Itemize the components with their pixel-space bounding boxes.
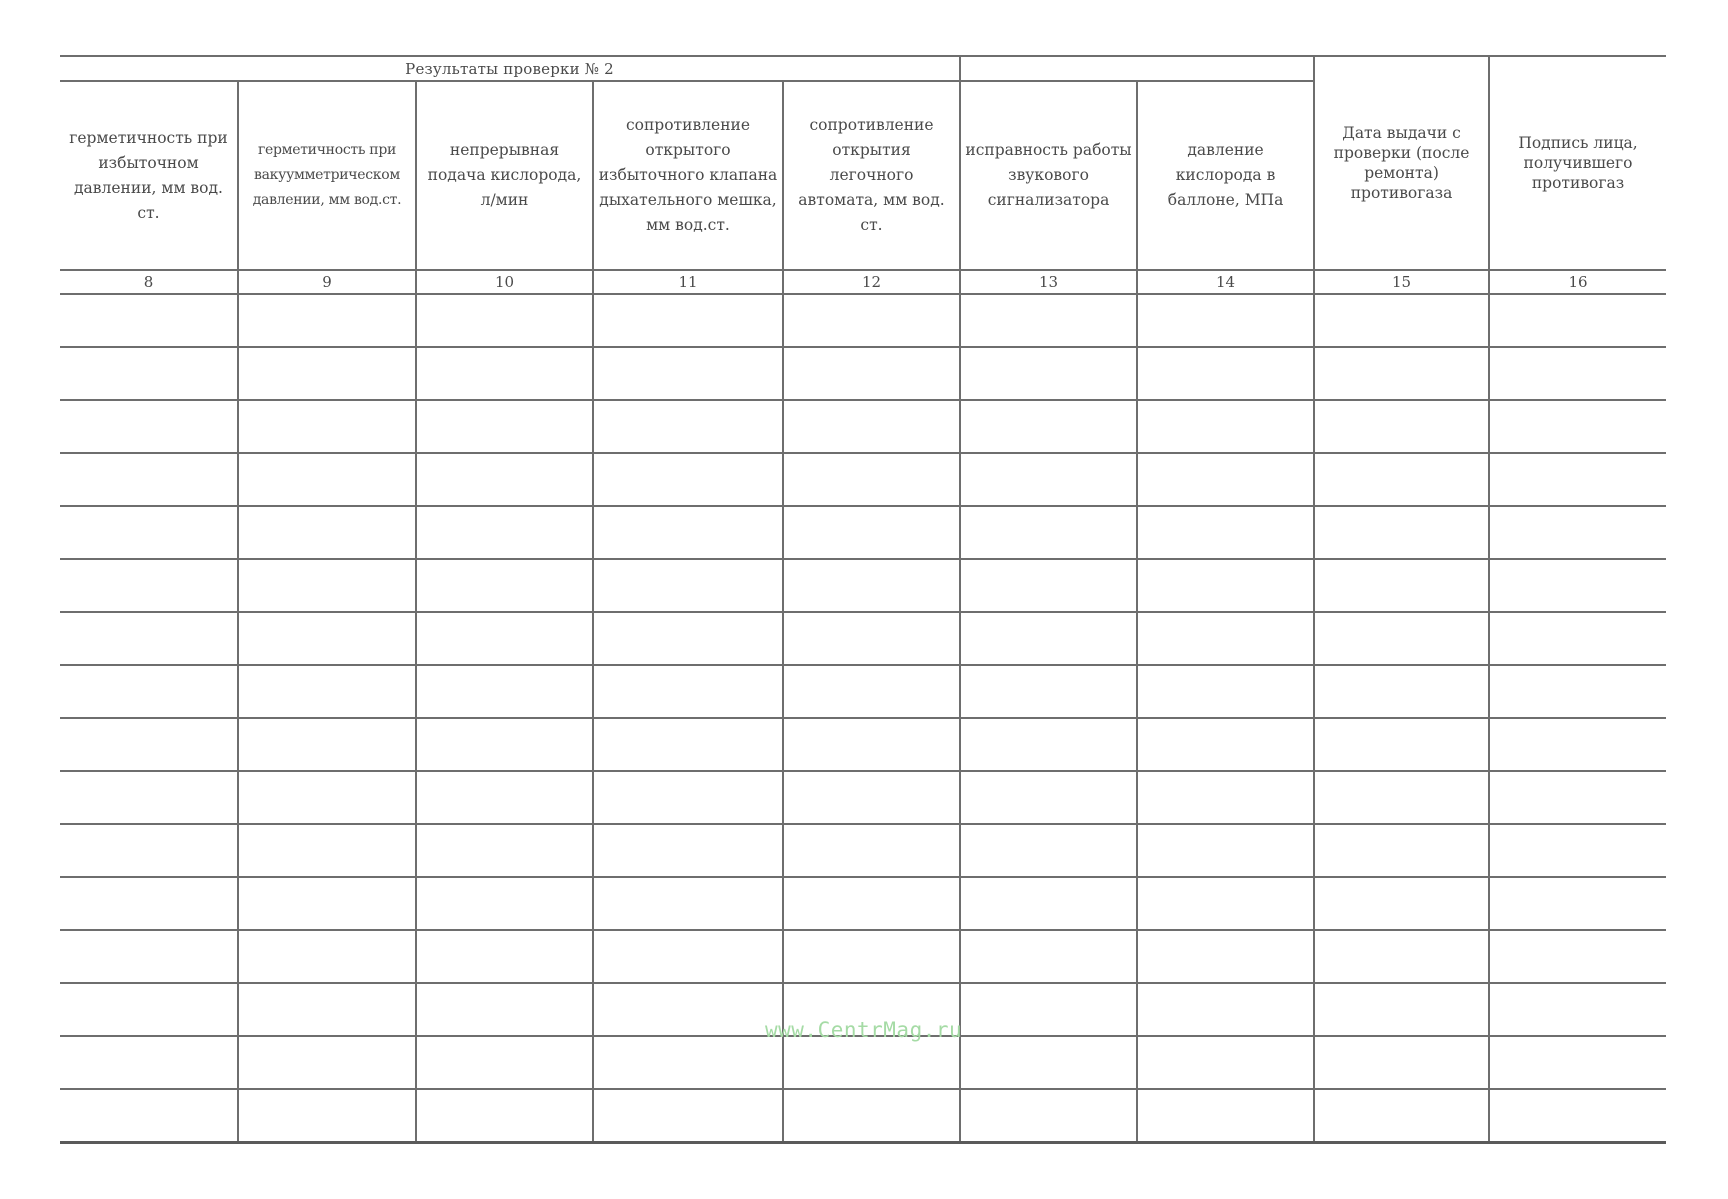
table-cell xyxy=(60,824,238,877)
table-cell xyxy=(593,1089,783,1143)
column-number: 12 xyxy=(783,270,960,294)
table-cell xyxy=(416,1089,593,1143)
group-header-cell xyxy=(60,56,960,81)
table-row xyxy=(60,1036,1666,1089)
table-row xyxy=(60,506,1666,559)
column-number-row xyxy=(60,270,1666,294)
table-cell xyxy=(1314,930,1489,983)
column-title-10: непрерывная подача кислорода, л/мин xyxy=(427,141,582,209)
table-cell xyxy=(416,1036,593,1089)
table-cell xyxy=(238,400,416,453)
table-cell xyxy=(238,665,416,718)
table-cell xyxy=(1137,1089,1314,1143)
table-cell xyxy=(960,771,1137,824)
table-cell xyxy=(960,824,1137,877)
table-cell xyxy=(1489,983,1666,1036)
table-cell xyxy=(416,718,593,771)
table-cell xyxy=(960,983,1137,1036)
table-cell xyxy=(1314,400,1489,453)
table-cell xyxy=(593,559,783,612)
table-cell xyxy=(960,877,1137,930)
table-cell xyxy=(1137,665,1314,718)
table-cell xyxy=(60,400,238,453)
table-cell xyxy=(238,718,416,771)
column-header-15 xyxy=(1314,56,1489,270)
table-cell xyxy=(1489,612,1666,665)
table-cell xyxy=(1137,877,1314,930)
table-cell xyxy=(60,983,238,1036)
table-cell xyxy=(1489,771,1666,824)
watermark-text: www.CentrMag.ru xyxy=(765,1018,963,1042)
column-number: 15 xyxy=(1314,270,1489,294)
table-cell xyxy=(593,347,783,400)
table-cell xyxy=(238,1036,416,1089)
table-cell xyxy=(1314,665,1489,718)
table-cell xyxy=(1314,1089,1489,1143)
table-cell xyxy=(60,559,238,612)
column-title-15: Дата выдачи с проверки (после ремонта) противогаза xyxy=(1333,124,1470,202)
table-cell xyxy=(593,506,783,559)
table-cell xyxy=(1137,506,1314,559)
table-row xyxy=(60,665,1666,718)
table-cell xyxy=(1489,718,1666,771)
table-cell xyxy=(593,1036,783,1089)
table-cell xyxy=(60,347,238,400)
column-header-8 xyxy=(60,81,238,270)
table-cell xyxy=(60,718,238,771)
table-cell xyxy=(416,453,593,506)
table-cell xyxy=(60,930,238,983)
table-cell xyxy=(1137,400,1314,453)
table-cell xyxy=(238,347,416,400)
table-row xyxy=(60,771,1666,824)
table-cell xyxy=(1314,294,1489,347)
table-cell xyxy=(1137,1036,1314,1089)
table-cell xyxy=(416,612,593,665)
table-cell xyxy=(960,1036,1137,1089)
table-cell xyxy=(1137,612,1314,665)
table-cell xyxy=(783,453,960,506)
table-cell xyxy=(1489,506,1666,559)
table-cell xyxy=(238,983,416,1036)
table-cell xyxy=(960,930,1137,983)
table-cell xyxy=(60,1036,238,1089)
table-cell xyxy=(1489,877,1666,930)
table-cell xyxy=(1314,824,1489,877)
table-cell xyxy=(416,877,593,930)
table-cell xyxy=(416,559,593,612)
table-cell xyxy=(593,930,783,983)
table-row xyxy=(60,930,1666,983)
column-header-10 xyxy=(416,81,593,270)
group-header-blank-cell xyxy=(960,56,1314,81)
column-title-9: герметичность при вакуумметрическом давлении, мм вод.ст. xyxy=(252,142,402,208)
table-cell xyxy=(783,930,960,983)
column-number: 14 xyxy=(1137,270,1314,294)
table-row xyxy=(60,1089,1666,1143)
table-cell xyxy=(960,559,1137,612)
column-header-12 xyxy=(783,81,960,270)
group-header-row xyxy=(60,56,1666,81)
table-row xyxy=(60,612,1666,665)
column-header-16 xyxy=(1489,56,1666,270)
table-cell xyxy=(1314,983,1489,1036)
table-cell xyxy=(593,612,783,665)
table-cell xyxy=(1314,506,1489,559)
table-cell xyxy=(593,400,783,453)
table-cell xyxy=(783,347,960,400)
table-cell xyxy=(60,612,238,665)
table-row xyxy=(60,559,1666,612)
table-cell xyxy=(238,824,416,877)
table-cell xyxy=(1314,1036,1489,1089)
table-cell xyxy=(416,294,593,347)
table-cell xyxy=(1489,1036,1666,1089)
table-cell xyxy=(1489,400,1666,453)
table-cell xyxy=(1137,453,1314,506)
column-header-11 xyxy=(593,81,783,270)
table-cell xyxy=(238,453,416,506)
table-cell xyxy=(783,1036,960,1089)
table-cell xyxy=(960,506,1137,559)
table-cell xyxy=(1314,877,1489,930)
table-cell xyxy=(960,665,1137,718)
table-row xyxy=(60,824,1666,877)
table-cell xyxy=(1489,453,1666,506)
column-number: 16 xyxy=(1489,270,1666,294)
table-cell xyxy=(783,718,960,771)
table-cell xyxy=(1489,930,1666,983)
table-cell xyxy=(1314,453,1489,506)
table-cell xyxy=(416,665,593,718)
table-cell xyxy=(783,294,960,347)
table-row xyxy=(60,347,1666,400)
table-cell xyxy=(593,294,783,347)
table-cell xyxy=(60,771,238,824)
table-cell xyxy=(783,877,960,930)
table-cell xyxy=(960,1089,1137,1143)
column-header-13 xyxy=(960,81,1137,270)
table-cell xyxy=(1314,718,1489,771)
table-cell xyxy=(1137,771,1314,824)
table-cell xyxy=(1489,294,1666,347)
table-cell xyxy=(783,824,960,877)
table-cell xyxy=(416,930,593,983)
table-cell xyxy=(238,294,416,347)
column-number: 9 xyxy=(238,270,416,294)
table-cell xyxy=(416,824,593,877)
table-cell xyxy=(238,559,416,612)
table-cell xyxy=(960,347,1137,400)
table-cell xyxy=(1137,718,1314,771)
table-cell xyxy=(1314,612,1489,665)
table-cell xyxy=(593,718,783,771)
table-cell xyxy=(1137,824,1314,877)
group-header-title: Результаты проверки № 2 xyxy=(405,59,614,78)
table-cell xyxy=(238,930,416,983)
table-row xyxy=(60,400,1666,453)
table-cell xyxy=(783,559,960,612)
table-cell xyxy=(960,453,1137,506)
column-number: 11 xyxy=(593,270,783,294)
column-title-8: герметичность при избыточном давлении, мм вод. ст. xyxy=(69,128,228,222)
column-number: 13 xyxy=(960,270,1137,294)
table-cell xyxy=(60,665,238,718)
table-cell xyxy=(1137,559,1314,612)
table-cell xyxy=(1137,983,1314,1036)
table-cell xyxy=(960,612,1137,665)
table-cell xyxy=(1489,559,1666,612)
table-cell xyxy=(783,665,960,718)
column-number: 10 xyxy=(416,270,593,294)
table-cell xyxy=(960,400,1137,453)
table-cell xyxy=(1489,347,1666,400)
column-title-16: Подпись лица, получившего противогаз xyxy=(1518,134,1638,192)
table-cell xyxy=(238,877,416,930)
table-cell xyxy=(593,824,783,877)
table-cell xyxy=(60,506,238,559)
table-cell xyxy=(783,771,960,824)
table-cell xyxy=(60,877,238,930)
column-title-12: сопротивление открытия легочного автомата, мм вод. ст. xyxy=(798,116,945,234)
table-cell xyxy=(238,1089,416,1143)
table-cell xyxy=(593,877,783,930)
table-row xyxy=(60,877,1666,930)
table-cell xyxy=(783,612,960,665)
table-cell xyxy=(783,506,960,559)
table-cell xyxy=(416,400,593,453)
table-row xyxy=(60,294,1666,347)
table-cell xyxy=(1137,294,1314,347)
table-cell xyxy=(60,294,238,347)
table-cell xyxy=(238,506,416,559)
table-cell xyxy=(60,453,238,506)
inspection-results-table xyxy=(60,55,1666,1144)
column-title-14: давление кислорода в баллоне, МПа xyxy=(1167,141,1284,209)
table-cell xyxy=(1314,347,1489,400)
table-cell xyxy=(416,983,593,1036)
table-cell xyxy=(960,718,1137,771)
table-cell xyxy=(416,771,593,824)
column-title-11: сопротивление открытого избыточного клапана дыхательного мешка, мм вод.ст. xyxy=(598,116,778,234)
table-cell xyxy=(1489,1089,1666,1143)
table-cell xyxy=(1489,824,1666,877)
table-row xyxy=(60,453,1666,506)
table-cell xyxy=(238,612,416,665)
table-cell xyxy=(1314,771,1489,824)
table-cell xyxy=(1489,665,1666,718)
table-cell xyxy=(60,1089,238,1143)
table-cell xyxy=(1314,559,1489,612)
column-header-14 xyxy=(1137,81,1314,270)
table-cell xyxy=(416,506,593,559)
table-cell xyxy=(783,400,960,453)
table-cell xyxy=(1137,347,1314,400)
table-cell xyxy=(593,665,783,718)
table-cell xyxy=(416,347,593,400)
table-cell xyxy=(960,294,1137,347)
column-title-13: исправность работы звукового сигнализатора xyxy=(965,141,1132,209)
table-cell xyxy=(593,983,783,1036)
journal-sheet xyxy=(60,55,1666,1144)
table-cell xyxy=(238,771,416,824)
table-cell xyxy=(783,1089,960,1143)
column-header-9 xyxy=(238,81,416,270)
column-number: 8 xyxy=(60,270,238,294)
table-cell xyxy=(593,771,783,824)
table-row xyxy=(60,718,1666,771)
table-cell xyxy=(1137,930,1314,983)
table-cell xyxy=(593,453,783,506)
